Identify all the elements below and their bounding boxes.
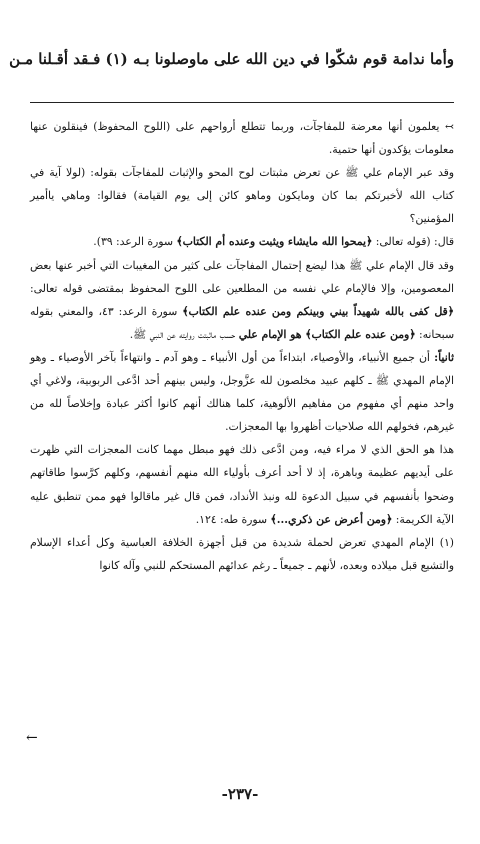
paragraph-5-lead: ثانياً: — [434, 350, 454, 364]
quran-quote-1: ﴿يمحوا الله مايشاء ويثبت وعنده أم الكتاب﴾ — [176, 235, 373, 249]
paragraph-4-c: حسب ماثبتت روايته عن النبي ﷺ. — [129, 327, 239, 341]
top-text-line: وأما ندامة قوم شكّوا في دين الله على ماوصلونا بـه (١) فـقد أقـلنا مـن — [9, 50, 454, 68]
paragraph-6-a: هذا هو الحق الذي لا مراء فيه، ومن ادَّعى ذلك فهو مبطل مهما كانت المعجزات التي ظهرت على أيديهم عظيمة وباهرة، إذ لا أحد أعرف بأولياء الله منهم أنفسهم، وكلهم كرَّسوا طاقاتهم وضحوا بأنفسهم في سبيل الدعوة لله ونبذ الأنداد، فمن قال غير ماقالوا فهو ممن تنطبق عليه الآية الكريمة: — [30, 443, 454, 526]
quran-quote-3: ﴿ومن عنده علم الكتاب﴾ هو الإمام علي — [238, 327, 416, 341]
paragraph-3-tail: سورة الرعد: ٣٩). — [93, 235, 177, 249]
separator-rule — [30, 102, 454, 103]
quran-quote-4: ﴿ومن أعرض عن ذكري...﴾ — [270, 512, 393, 526]
paragraph-6-b: سورة طه: ١٢٤. — [195, 512, 271, 526]
paragraph-6 — [30, 438, 454, 530]
paragraph-2: وقد عبر الإمام علي ﷺ عن تعرض مثبتات لوح المحو والإثبات للمفاجآت بقوله: (لولا آية في كتاب الله لأخبرتكم بما كان ومايكون وماهو كائن إلى يوم القيامة) فقالوا: وماهي ياأمير المؤمنين؟ — [30, 166, 454, 226]
paragraph-3 — [30, 230, 454, 253]
paragraph-4 — [30, 254, 454, 346]
document-page — [0, 44, 480, 844]
paragraph-4-b: سورة الرعد: ٤٣، والمعني بقوله سبحانه: — [30, 304, 454, 341]
page-number: -٢٣٧- — [221, 785, 259, 803]
left-arrow-icon: ← — [26, 730, 38, 746]
paragraph-5-body: أن جميع الأنبياء، والأوصياء، ابتداءاً من أول الأنبياء ـ وهو آدم ـ وانتهاءاً بآخر الأوصياء ـ وهو الإمام المهدي ﷺ ـ كلهم عبيد مخلصون لله عزَّوجل، وليس بينهم أحد ادَّعى الربوبية، ولاغي أي واحد منهم أي مفهوم من مفاهيم الألوهية، كلما هنالك أنهم كانوا أكثر عبادة وإخلاصاً لله من غيرهم، فخولهم الله صلاحيات أظهروا بها المعجزات. — [30, 350, 454, 434]
paragraph-4-a: وقد قال الإمام علي ﷺ هذا ليضع إحتمال المفاجآت على كثير من المغيبات التي أخبر عنها بعض المعصومين، وإلا فالإمام علي نفسه من المطلعين على اللوح المحفوظ بمقتضى قوله تعالى: — [30, 258, 454, 295]
paragraph-5 — [30, 346, 454, 438]
paragraph-1: ↢ يعلمون أنها معرضة للمفاجآت، وربما تتطلع أرواحهم على (اللوح المحفوظ) فينقلون عنها معلومات يؤكدون أنها حتمية. — [30, 120, 454, 157]
paragraph-3-lead: قال: (قوله تعالى: — [372, 235, 454, 249]
body-text — [30, 115, 454, 577]
quran-quote-2: ﴿قل كفى بالله شهيداً بيني وبينكم ومن عنده علم الكتاب﴾ — [182, 304, 454, 318]
footnote-1: (١) الإمام المهدي تعرض لحملة شديدة من قبل أجهزة الخلافة العباسية وكل أعداء الإسلام والتشيع قبل ميلاده وبعده، لأنهم ـ جميعاً ـ رغم عدائهم المستحكم للنبي وآله كانوا — [30, 535, 454, 572]
